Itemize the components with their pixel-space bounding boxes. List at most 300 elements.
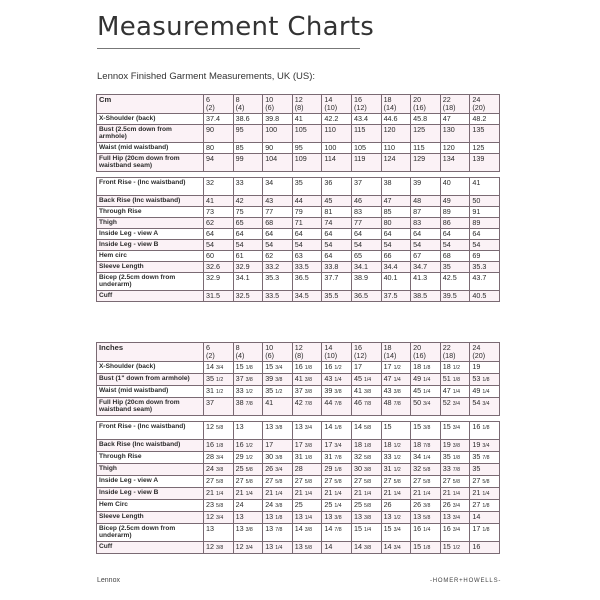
value-whole: 15 <box>235 362 244 371</box>
measurement-label: Hem circ <box>97 251 204 262</box>
size-header-cell <box>440 343 470 362</box>
value-whole: 43 <box>383 386 392 395</box>
value-whole: 27 <box>472 500 481 509</box>
measurement-row <box>97 440 500 452</box>
measurement-label: Front Rise - (Inc waistband) <box>97 178 204 196</box>
value-whole: 13 <box>353 512 362 521</box>
value-fraction: 1/8 <box>334 467 342 473</box>
measurement-row <box>97 524 500 542</box>
measurement-value: 35.3 <box>263 273 293 291</box>
value-whole: 41 <box>353 386 362 395</box>
measurement-label: Cuff <box>97 291 204 302</box>
measurement-value: 129 <box>411 154 441 172</box>
measurement-label: Inside Leg - view A <box>97 229 204 240</box>
measurement-row <box>97 362 500 374</box>
value-whole: 33 <box>235 386 244 395</box>
value-fraction: 5/8 <box>482 479 490 485</box>
measurement-value <box>351 542 381 554</box>
value-whole: 43 <box>324 374 333 383</box>
size-uk: 16 <box>353 95 362 104</box>
value-fraction: 3/8 <box>304 377 312 383</box>
size-uk: 10 <box>265 95 274 104</box>
measurement-value <box>351 386 381 398</box>
value-fraction: 1/4 <box>452 389 460 395</box>
measurement-value: 35.5 <box>322 291 352 302</box>
value-whole: 27 <box>206 476 214 485</box>
measurement-value <box>470 440 500 452</box>
size-us: (4) <box>235 103 245 112</box>
measurement-value <box>292 542 322 554</box>
measurement-value <box>322 512 352 524</box>
title-underline <box>97 48 360 49</box>
value-whole: 27 <box>442 476 451 485</box>
value-whole: 16 <box>442 524 451 533</box>
measurement-value: 110 <box>381 143 411 154</box>
measurement-value <box>351 440 381 452</box>
size-uk: 6 <box>206 95 210 104</box>
measurement-value: 90 <box>204 125 234 143</box>
measurement-value: 64 <box>233 229 263 240</box>
value-whole: 41 <box>265 398 274 407</box>
value-fraction: 1/8 <box>482 377 490 383</box>
measurement-value <box>381 488 411 500</box>
value-whole: 24 <box>206 464 214 473</box>
size-us: (16) <box>413 103 426 112</box>
measurement-value <box>381 362 411 374</box>
measurement-value: 39.5 <box>440 291 470 302</box>
value-fraction: 5/8 <box>334 479 342 485</box>
measurement-value <box>322 362 352 374</box>
measurement-row <box>97 452 500 464</box>
measurement-value <box>440 440 470 452</box>
size-uk: 8 <box>235 343 240 352</box>
value-fraction: 5/8 <box>363 503 372 509</box>
value-whole: 15 <box>413 422 422 431</box>
value-whole: 27 <box>353 476 362 485</box>
value-fraction: 1/8 <box>452 377 460 383</box>
value-whole: 15 <box>353 524 362 533</box>
measurement-value: 100 <box>322 143 352 154</box>
measurement-value: 54 <box>351 240 381 251</box>
measurement-value: 64 <box>322 251 352 262</box>
measurement-label: Through Rise <box>97 452 204 464</box>
measurement-value: 54 <box>204 240 234 251</box>
measurement-value <box>411 476 441 488</box>
measurement-value <box>470 386 500 398</box>
value-whole: 37 <box>235 374 244 383</box>
measurement-value <box>263 452 293 464</box>
measurement-value <box>292 374 322 386</box>
measurement-row <box>97 374 500 386</box>
size-uk: 18 <box>383 95 392 104</box>
value-fraction: 7/8 <box>423 443 431 449</box>
measurement-value: 41 <box>292 114 322 125</box>
value-whole: 27 <box>383 476 392 485</box>
measurement-row <box>97 143 500 154</box>
measurement-value: 134 <box>440 154 470 172</box>
value-whole: 44 <box>324 398 333 407</box>
value-whole: 12 <box>235 542 244 551</box>
measurement-value <box>233 488 263 500</box>
value-fraction: 1/2 <box>216 377 224 383</box>
value-fraction: 1/2 <box>245 443 253 449</box>
unit-label: Inches <box>97 343 204 362</box>
size-uk: 12 <box>294 95 303 104</box>
value-fraction: 1/4 <box>216 491 224 497</box>
measurement-value <box>470 464 500 476</box>
size-us: (4) <box>235 351 245 360</box>
measurement-value: 81 <box>322 207 352 218</box>
footer-brand: -HOMER+HOWELLS- <box>430 578 502 584</box>
value-whole: 15 <box>413 542 422 551</box>
value-whole: 19 <box>472 362 481 371</box>
measurement-value: 90 <box>263 143 293 154</box>
measurement-value <box>204 464 234 476</box>
value-fraction: 1/4 <box>334 503 342 509</box>
size-uk: 20 <box>413 95 422 104</box>
measurement-value: 45.8 <box>411 114 441 125</box>
measurement-value: 65 <box>233 218 263 229</box>
value-fraction: 1/4 <box>334 377 342 383</box>
measurement-value: 49 <box>440 196 470 207</box>
measurement-value <box>381 386 411 398</box>
measurement-value <box>204 542 234 554</box>
value-fraction: 3/4 <box>216 365 224 371</box>
measurement-value: 34.4 <box>381 262 411 273</box>
size-us: (8) <box>294 103 304 112</box>
measurement-value: 37.7 <box>322 273 352 291</box>
value-fraction: 7/8 <box>334 455 342 461</box>
value-fraction: 1/8 <box>482 503 490 509</box>
value-fraction: 3/4 <box>452 425 460 431</box>
value-whole: 15 <box>442 422 451 431</box>
value-whole: 17 <box>353 362 362 371</box>
value-fraction: 5/8 <box>245 467 253 473</box>
measurement-value <box>292 512 322 524</box>
value-whole: 15 <box>383 524 392 533</box>
value-fraction: 3/8 <box>363 467 372 473</box>
measurement-value: 54 <box>263 240 293 251</box>
measurement-value <box>411 524 441 542</box>
measurement-value <box>233 374 263 386</box>
value-whole: 24 <box>235 500 244 509</box>
value-fraction: 3/4 <box>423 401 431 407</box>
value-whole: 14 <box>383 542 392 551</box>
size-us: (16) <box>413 351 426 360</box>
value-whole: 27 <box>235 476 244 485</box>
value-whole: 18 <box>442 362 451 371</box>
measurement-value <box>263 398 293 416</box>
measurement-value: 36 <box>322 178 352 196</box>
measurement-value <box>292 362 322 374</box>
measurement-row <box>97 422 500 440</box>
value-fraction: 7/8 <box>482 455 490 461</box>
measurement-value <box>322 386 352 398</box>
value-whole: 18 <box>413 440 422 449</box>
measurement-value: 95 <box>292 143 322 154</box>
measurement-value <box>204 362 234 374</box>
value-whole: 25 <box>294 500 303 509</box>
value-whole: 14 <box>294 524 303 533</box>
value-fraction: 5/8 <box>245 479 253 485</box>
value-whole: 27 <box>413 476 422 485</box>
value-fraction: 7/8 <box>245 401 253 407</box>
measurement-value <box>233 398 263 416</box>
measurement-value <box>233 542 263 554</box>
size-us: (14) <box>383 351 397 360</box>
value-fraction: 1/2 <box>452 545 460 551</box>
measurement-value: 54 <box>233 240 263 251</box>
measurement-value <box>470 452 500 464</box>
measurement-value: 74 <box>322 218 352 229</box>
measurement-value: 33.8 <box>322 262 352 273</box>
value-whole: 33 <box>442 464 451 473</box>
size-us: (6) <box>265 351 274 360</box>
value-fraction: 1/4 <box>304 515 312 521</box>
value-fraction: 5/8 <box>216 503 224 509</box>
value-whole: 24 <box>265 500 274 509</box>
value-fraction: 5/8 <box>275 479 283 485</box>
value-fraction: 3/8 <box>423 503 431 509</box>
measurement-value: 64 <box>292 229 322 240</box>
value-fraction: 5/8 <box>304 545 312 551</box>
value-fraction: 1/8 <box>304 365 312 371</box>
value-fraction: 7/8 <box>452 467 460 473</box>
size-header-cell <box>263 343 293 362</box>
measurement-value: 54 <box>381 240 411 251</box>
measurement-value: 38.9 <box>351 273 381 291</box>
measurement-value: 42.5 <box>440 273 470 291</box>
measurement-value <box>292 398 322 416</box>
measurement-row <box>97 386 500 398</box>
measurement-value: 38 <box>381 178 411 196</box>
measurement-value: 63 <box>292 251 322 262</box>
measurement-value: 64 <box>351 229 381 240</box>
value-fraction: 1/4 <box>304 491 312 497</box>
measurement-value <box>351 452 381 464</box>
value-fraction: 5/8 <box>363 479 372 485</box>
value-whole: 17 <box>383 362 392 371</box>
value-whole: 13 <box>235 422 244 431</box>
measurement-value <box>440 386 470 398</box>
value-fraction: 3/8 <box>275 425 283 431</box>
measurement-value: 38.5 <box>411 291 441 302</box>
value-whole: 32 <box>353 452 362 461</box>
value-whole: 31 <box>206 386 214 395</box>
value-fraction: 1/8 <box>304 455 312 461</box>
measurement-value <box>381 512 411 524</box>
measurement-value <box>233 524 263 542</box>
value-fraction: 3/4 <box>334 443 342 449</box>
measurement-value: 35 <box>440 262 470 273</box>
value-whole: 35 <box>206 374 214 383</box>
unit-label: Cm <box>97 95 204 114</box>
measurement-value <box>322 452 352 464</box>
size-us: (6) <box>265 103 274 112</box>
measurement-row <box>97 512 500 524</box>
measurement-value <box>411 440 441 452</box>
value-fraction: 7/8 <box>334 527 342 533</box>
value-whole: 13 <box>206 524 214 533</box>
value-whole: 26 <box>413 500 422 509</box>
measurement-value <box>204 500 234 512</box>
measurement-value <box>322 488 352 500</box>
size-header-row <box>97 343 500 362</box>
measurement-value: 36.5 <box>292 273 322 291</box>
measurement-value: 73 <box>204 207 234 218</box>
value-fraction: 3/4 <box>393 545 401 551</box>
value-fraction: 1/8 <box>216 443 224 449</box>
measurement-value: 34.1 <box>351 262 381 273</box>
measurement-value <box>263 512 293 524</box>
size-us: (18) <box>442 351 456 360</box>
measurement-value: 37.4 <box>204 114 234 125</box>
size-uk: 8 <box>235 95 240 104</box>
value-whole: 29 <box>324 464 333 473</box>
measurement-value: 39.8 <box>263 114 293 125</box>
measurement-value: 104 <box>263 154 293 172</box>
measurement-row <box>97 196 500 207</box>
measurement-row <box>97 207 500 218</box>
value-whole: 14 <box>353 542 362 551</box>
value-fraction: 1/2 <box>393 455 401 461</box>
measurement-value: 54 <box>470 240 500 251</box>
measurement-value <box>204 488 234 500</box>
value-fraction: 1/2 <box>393 467 401 473</box>
measurement-value: 32.9 <box>233 262 263 273</box>
measurement-value: 47 <box>440 114 470 125</box>
measurement-row <box>97 218 500 229</box>
value-whole: 13 <box>442 512 451 521</box>
measurement-value: 77 <box>351 218 381 229</box>
measurement-value <box>411 488 441 500</box>
measurement-row <box>97 240 500 251</box>
value-whole: 21 <box>265 488 274 497</box>
measurement-value: 105 <box>351 143 381 154</box>
value-whole: 14 <box>324 422 333 431</box>
value-fraction: 3/8 <box>363 515 372 521</box>
measurement-value <box>292 440 322 452</box>
value-whole: 21 <box>324 488 333 497</box>
measurement-row <box>97 476 500 488</box>
measurement-value <box>263 542 293 554</box>
measurement-value: 43.7 <box>470 273 500 291</box>
size-us: (12) <box>353 103 367 112</box>
measurement-value <box>292 422 322 440</box>
measurement-label: Back Rise (Inc waistband) <box>97 440 204 452</box>
measurement-value <box>411 542 441 554</box>
size-header-cell <box>292 95 322 114</box>
measurement-value <box>351 398 381 416</box>
measurement-value <box>411 362 441 374</box>
measurement-value <box>440 452 470 464</box>
value-fraction: 1/2 <box>245 389 253 395</box>
measurement-row <box>97 262 500 273</box>
value-fraction: 1/4 <box>423 455 431 461</box>
measurement-value: 41 <box>204 196 234 207</box>
measurement-value: 79 <box>292 207 322 218</box>
measurement-value <box>322 464 352 476</box>
measurement-label: Inside Leg - view A <box>97 476 204 488</box>
value-fraction: 1/8 <box>452 455 460 461</box>
measurement-value <box>322 374 352 386</box>
measurement-value: 62 <box>263 251 293 262</box>
size-uk: 6 <box>206 343 210 352</box>
value-fraction: 5/8 <box>363 425 372 431</box>
measurement-value <box>470 524 500 542</box>
size-header-cell <box>322 343 352 362</box>
value-whole: 21 <box>413 488 422 497</box>
measurement-value <box>351 374 381 386</box>
measurement-value: 54 <box>411 240 441 251</box>
value-whole: 13 <box>235 524 244 533</box>
value-whole: 16 <box>324 362 333 371</box>
value-fraction: 3/8 <box>245 377 253 383</box>
measurement-value: 42.2 <box>322 114 352 125</box>
measurement-value: 94 <box>204 154 234 172</box>
value-fraction: 1/4 <box>363 491 372 497</box>
value-whole: 45 <box>353 374 362 383</box>
value-fraction: 3/8 <box>334 389 342 395</box>
value-whole: 13 <box>265 524 274 533</box>
value-whole: 14 <box>353 422 362 431</box>
measurement-label: Bust (2.5cm down from armhole) <box>97 125 204 143</box>
measurement-value <box>381 398 411 416</box>
measurement-value: 31.5 <box>204 291 234 302</box>
measurement-value: 110 <box>322 125 352 143</box>
value-fraction: 1/4 <box>423 527 431 533</box>
value-whole: 26 <box>265 464 274 473</box>
value-fraction: 3/8 <box>275 455 283 461</box>
measurement-value: 100 <box>263 125 293 143</box>
measurement-value: 34 <box>263 178 293 196</box>
measurement-value: 115 <box>351 125 381 143</box>
page-title: Measurement Charts <box>97 12 375 42</box>
measurement-value <box>470 476 500 488</box>
measurement-value <box>322 524 352 542</box>
measurement-value: 89 <box>470 218 500 229</box>
measurement-label: X-Shoulder (back) <box>97 362 204 374</box>
value-fraction: 1/4 <box>275 545 283 551</box>
value-fraction: 5/8 <box>423 479 431 485</box>
value-fraction: 1/4 <box>363 527 372 533</box>
measurement-value: 44 <box>292 196 322 207</box>
measurement-value: 115 <box>411 143 441 154</box>
measurement-value <box>351 476 381 488</box>
measurement-value <box>292 500 322 512</box>
value-whole: 15 <box>383 422 392 431</box>
value-whole: 21 <box>235 488 244 497</box>
measurement-row <box>97 398 500 416</box>
measurement-value: 39 <box>411 178 441 196</box>
value-whole: 35 <box>472 464 481 473</box>
measurement-value <box>351 422 381 440</box>
measurement-value: 83 <box>411 218 441 229</box>
measurement-value: 45 <box>322 196 352 207</box>
value-fraction: 1/8 <box>275 515 283 521</box>
size-header-cell <box>263 95 293 114</box>
measurement-row <box>97 273 500 291</box>
measurement-row <box>97 488 500 500</box>
value-fraction: 3/4 <box>452 503 460 509</box>
measurement-value: 41.3 <box>411 273 441 291</box>
value-whole: 14 <box>472 512 481 521</box>
measurement-value: 33.2 <box>263 262 293 273</box>
measurement-value <box>470 374 500 386</box>
measurement-value: 43.4 <box>351 114 381 125</box>
measurement-label: Thigh <box>97 218 204 229</box>
value-fraction: 3/8 <box>245 527 253 533</box>
